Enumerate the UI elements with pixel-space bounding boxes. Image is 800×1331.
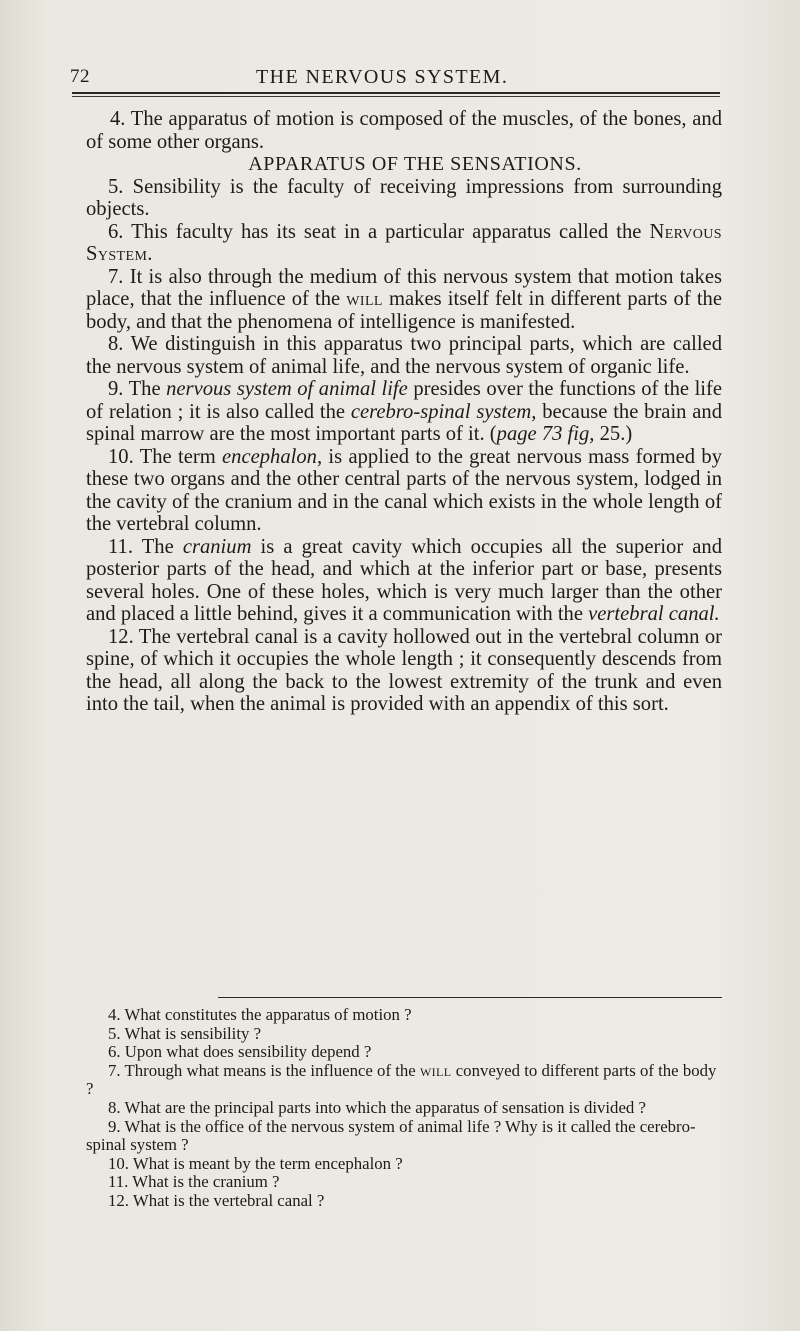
paragraph-10-italic: encephalon,	[222, 445, 323, 468]
question-12: 12. What is the vertebral canal ?	[108, 1190, 325, 1210]
paragraph-6-smallcaps: Nervous System.	[86, 220, 722, 265]
page-number: 72	[70, 66, 90, 87]
question-7-smallcaps: will	[419, 1060, 452, 1080]
question-5: 5. What is sensibility ?	[108, 1023, 262, 1043]
question-9: 9. What is the office of the nervous system of animal life ? Why is it called the cerebro-spinal system ?	[86, 1116, 696, 1155]
paragraph-9-text-c: because the brain and spinal marrow are the most important parts of it. (	[86, 400, 722, 445]
paragraph-7	[86, 266, 722, 334]
paragraph-11-text-a: 11. The	[108, 535, 183, 558]
question-4: 4. What constitutes the apparatus of motion ?	[108, 1005, 412, 1024]
question-10: 10. What is meant by the term encephalon ?	[108, 1153, 403, 1173]
paragraph-4: 4. The apparatus of motion is composed of the muscles, of the bones, and of some other organs.	[86, 108, 722, 153]
paragraph-7-text-b: makes itself felt in different parts of the body, and that the phenomena of intelligence is manifested.	[86, 288, 722, 333]
paragraph-9	[86, 378, 722, 446]
paragraph-9-italic-3: page 73 fig,	[496, 423, 595, 445]
header-rule-thin	[72, 96, 720, 97]
paragraph-10	[86, 446, 722, 536]
paragraph-6-text: 6. This faculty has its seat in a particular apparatus called the	[108, 220, 650, 243]
paragraph-9-italic-2: cerebro-spinal system,	[350, 400, 537, 423]
running-title: THE NERVOUS SYSTEM.	[256, 66, 509, 88]
paragraph-11-text-b: is a great cavity which occupies all the superior and posterior parts of the head, and which at the inferior part or base, presents several holes. One of these holes, which is very much larger than the other and placed a little behind, gives it a communication with the	[86, 535, 723, 625]
paragraph-10-text-a: 10. The term	[108, 445, 223, 468]
paragraph-10-text-b: is applied to the great nervous mass formed by these two organs and the other central parts of the nervous system, lodged in the cavity of the cranium and in the canal which exists in the whole length of the vertebral column.	[86, 445, 722, 535]
questions-separator	[218, 997, 722, 998]
header-rule-thick	[72, 92, 720, 94]
paragraph-9-text-b: presides over the functions of the life of relation ; it is also called the	[86, 378, 723, 423]
paragraph-8: 8. We distinguish in this apparatus two principal parts, which are called the nervous system of animal life, and the nervous system of organic life.	[86, 333, 722, 378]
paragraph-9-text-a: 9. The	[108, 378, 167, 400]
paragraph-9-text-d: 25.)	[594, 423, 633, 445]
body-text	[86, 108, 722, 716]
paragraph-11	[86, 536, 722, 626]
question-8: 8. What are the principal parts into which the apparatus of sensation is divided ?	[108, 1097, 646, 1117]
questions-block	[86, 1006, 722, 1211]
paragraph-6	[86, 221, 722, 266]
question-7-text-b: conveyed to different parts of the body ?	[86, 1060, 717, 1099]
paragraph-9-italic-1: nervous system of animal life	[166, 378, 408, 400]
paragraph-5: 5. Sensibility is the faculty of receiving impressions from surrounding objects.	[86, 175, 722, 220]
question-7-text-a: 7. Through what means is the influence of the	[108, 1060, 420, 1080]
section-heading: APPARATUS OF THE SENSATIONS.	[248, 153, 582, 175]
question-6: 6. Upon what does sensibility depend ?	[108, 1042, 372, 1062]
paragraph-11-italic-1: cranium	[182, 535, 252, 558]
page-header	[70, 66, 738, 94]
paragraph-11-italic-2: vertebral canal.	[588, 603, 720, 625]
question-7	[86, 1062, 722, 1099]
paragraph-12: 12. The vertebral canal is a cavity hollowed out in the vertebral column or spine, of which it occupies the whole length ; it consequently descends from the head, all along the back to the lowest extremity of the trunk and even into the tail, when the animal is provided with an appendix of this sort.	[86, 625, 722, 715]
paragraph-7-smallcaps: will	[346, 288, 383, 310]
paragraph-7-text-a: 7. It is also through the medium of this nervous system that motion takes place, that the influence of the	[86, 265, 722, 310]
question-11: 11. What is the cranium ?	[108, 1172, 280, 1192]
